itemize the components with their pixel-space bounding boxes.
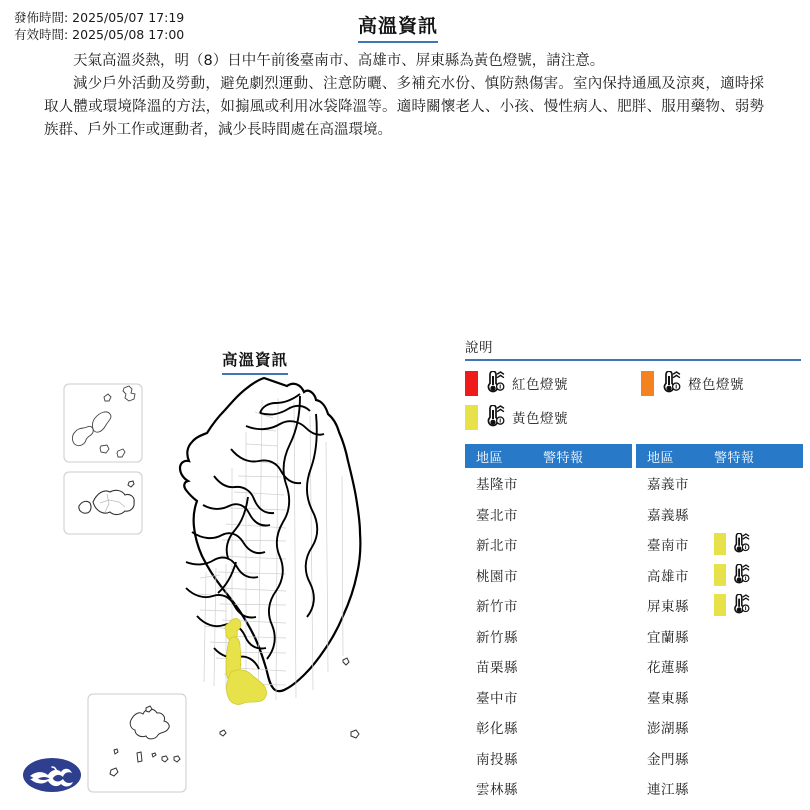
legend-label-yellow: 黃色燈號 <box>512 411 568 427</box>
advisory-text <box>44 50 764 142</box>
region-name: 新竹市 <box>476 599 518 616</box>
thermometer-icon <box>483 405 505 429</box>
region-name: 苗栗縣 <box>476 660 518 677</box>
region-name: 臺北市 <box>476 507 518 524</box>
thermometer-icon <box>483 371 505 395</box>
region-name: 高雄市 <box>647 568 689 585</box>
legend-heading: 說明 <box>465 336 801 361</box>
thermometer-icon <box>730 533 750 555</box>
legend-item-red <box>465 370 641 396</box>
region-name: 嘉義市 <box>647 477 689 494</box>
table-body-right <box>636 468 803 804</box>
table-row <box>465 499 632 530</box>
table-row <box>636 773 803 804</box>
table-row <box>465 590 632 621</box>
region-name: 臺中市 <box>476 690 518 707</box>
table-row <box>636 560 803 591</box>
inset-penghu-box <box>88 694 186 792</box>
region-table-left <box>465 444 632 804</box>
region-name: 嘉義縣 <box>647 507 689 524</box>
warning-cell <box>714 564 803 586</box>
header-timestamps <box>14 9 184 43</box>
table-header-left <box>465 444 632 468</box>
legend-item-yellow <box>465 404 641 430</box>
table-row <box>465 773 632 804</box>
map-panel <box>0 336 460 810</box>
taiwan-map <box>0 372 460 802</box>
legend-item-orange <box>641 370 810 396</box>
table-row <box>636 468 803 499</box>
table-row <box>465 651 632 682</box>
legend-swatch-orange <box>641 371 654 396</box>
issue-time: 發佈時間: 2025/05/07 17:19 <box>14 10 185 25</box>
table-row <box>636 743 803 774</box>
legend-swatch-yellow <box>465 405 478 430</box>
taiwan-island-outline <box>180 378 360 691</box>
region-name: 澎湖縣 <box>647 721 689 738</box>
table-row <box>636 621 803 652</box>
region-name: 彰化縣 <box>476 721 518 738</box>
region-name: 基隆市 <box>476 477 518 494</box>
legend-spacer <box>641 404 810 430</box>
column-header-warning: 警特報 <box>543 450 584 466</box>
table-row <box>636 712 803 743</box>
legend-label-red: 紅色燈號 <box>512 377 568 393</box>
advisory-line-1: 天氣高溫炎熱，明（8）日中午前後臺南市、高雄市、屏東縣為黃色燈號，請注意。 <box>73 53 605 69</box>
table-row <box>636 590 803 621</box>
column-header-region: 地區 <box>647 450 675 466</box>
thermometer-icon <box>659 371 681 395</box>
table-row <box>465 621 632 652</box>
table-row <box>636 682 803 713</box>
table-body-left <box>465 468 632 804</box>
table-row <box>636 651 803 682</box>
region-table-right <box>636 444 803 804</box>
info-panel <box>465 336 805 804</box>
table-row <box>465 743 632 774</box>
thermometer-icon <box>730 564 750 586</box>
thermometer-icon <box>730 594 750 616</box>
region-name: 臺東縣 <box>647 690 689 707</box>
region-name: 南投縣 <box>476 751 518 768</box>
table-row <box>465 682 632 713</box>
column-header-warning: 警特報 <box>714 450 755 466</box>
region-highlight-pingtung <box>227 670 267 705</box>
warning-cell <box>714 533 803 555</box>
map-title: 高溫資訊 <box>222 348 288 375</box>
page-title: 高溫資訊 <box>358 11 438 43</box>
region-name: 連江縣 <box>647 782 689 799</box>
cwa-logo <box>22 754 82 796</box>
warning-cell <box>714 594 803 616</box>
region-name: 新竹縣 <box>476 629 518 646</box>
region-name: 雲林縣 <box>476 782 518 799</box>
valid-time: 有效時間: 2025/05/08 17:00 <box>14 27 185 42</box>
legend-swatch-red <box>465 371 478 396</box>
region-name: 桃園市 <box>476 568 518 585</box>
table-row <box>636 529 803 560</box>
region-name: 新北市 <box>476 538 518 555</box>
warning-swatch-yellow <box>714 564 726 586</box>
table-row <box>636 499 803 530</box>
table-row <box>465 468 632 499</box>
column-header-region: 地區 <box>476 450 504 466</box>
table-row <box>465 529 632 560</box>
legend-label-orange: 橙色燈號 <box>688 377 744 393</box>
region-name: 花蓮縣 <box>647 660 689 677</box>
table-header-right <box>636 444 803 468</box>
legend-grid <box>465 370 805 430</box>
region-tables <box>465 444 805 804</box>
region-name: 臺南市 <box>647 538 689 555</box>
table-row <box>465 560 632 591</box>
advisory-line-2: 減少戶外活動及勞動，避免劇烈運動、注意防曬、多補充水份、慎防熱傷害。室內保持通風及涼爽，適時採取人體或環境降溫的方法，如搧風或利用冰袋降溫等。適時關懷老人、小孩、慢性病人、肥胖、服用藥物、弱勢族群、戶外工作或運動者，減少長時間處在高溫環境。 <box>44 76 764 138</box>
region-name: 屏東縣 <box>647 599 689 616</box>
region-name: 金門縣 <box>647 751 689 768</box>
region-name: 宜蘭縣 <box>647 629 689 646</box>
table-row <box>465 712 632 743</box>
warning-swatch-yellow <box>714 533 726 555</box>
warning-swatch-yellow <box>714 594 726 616</box>
